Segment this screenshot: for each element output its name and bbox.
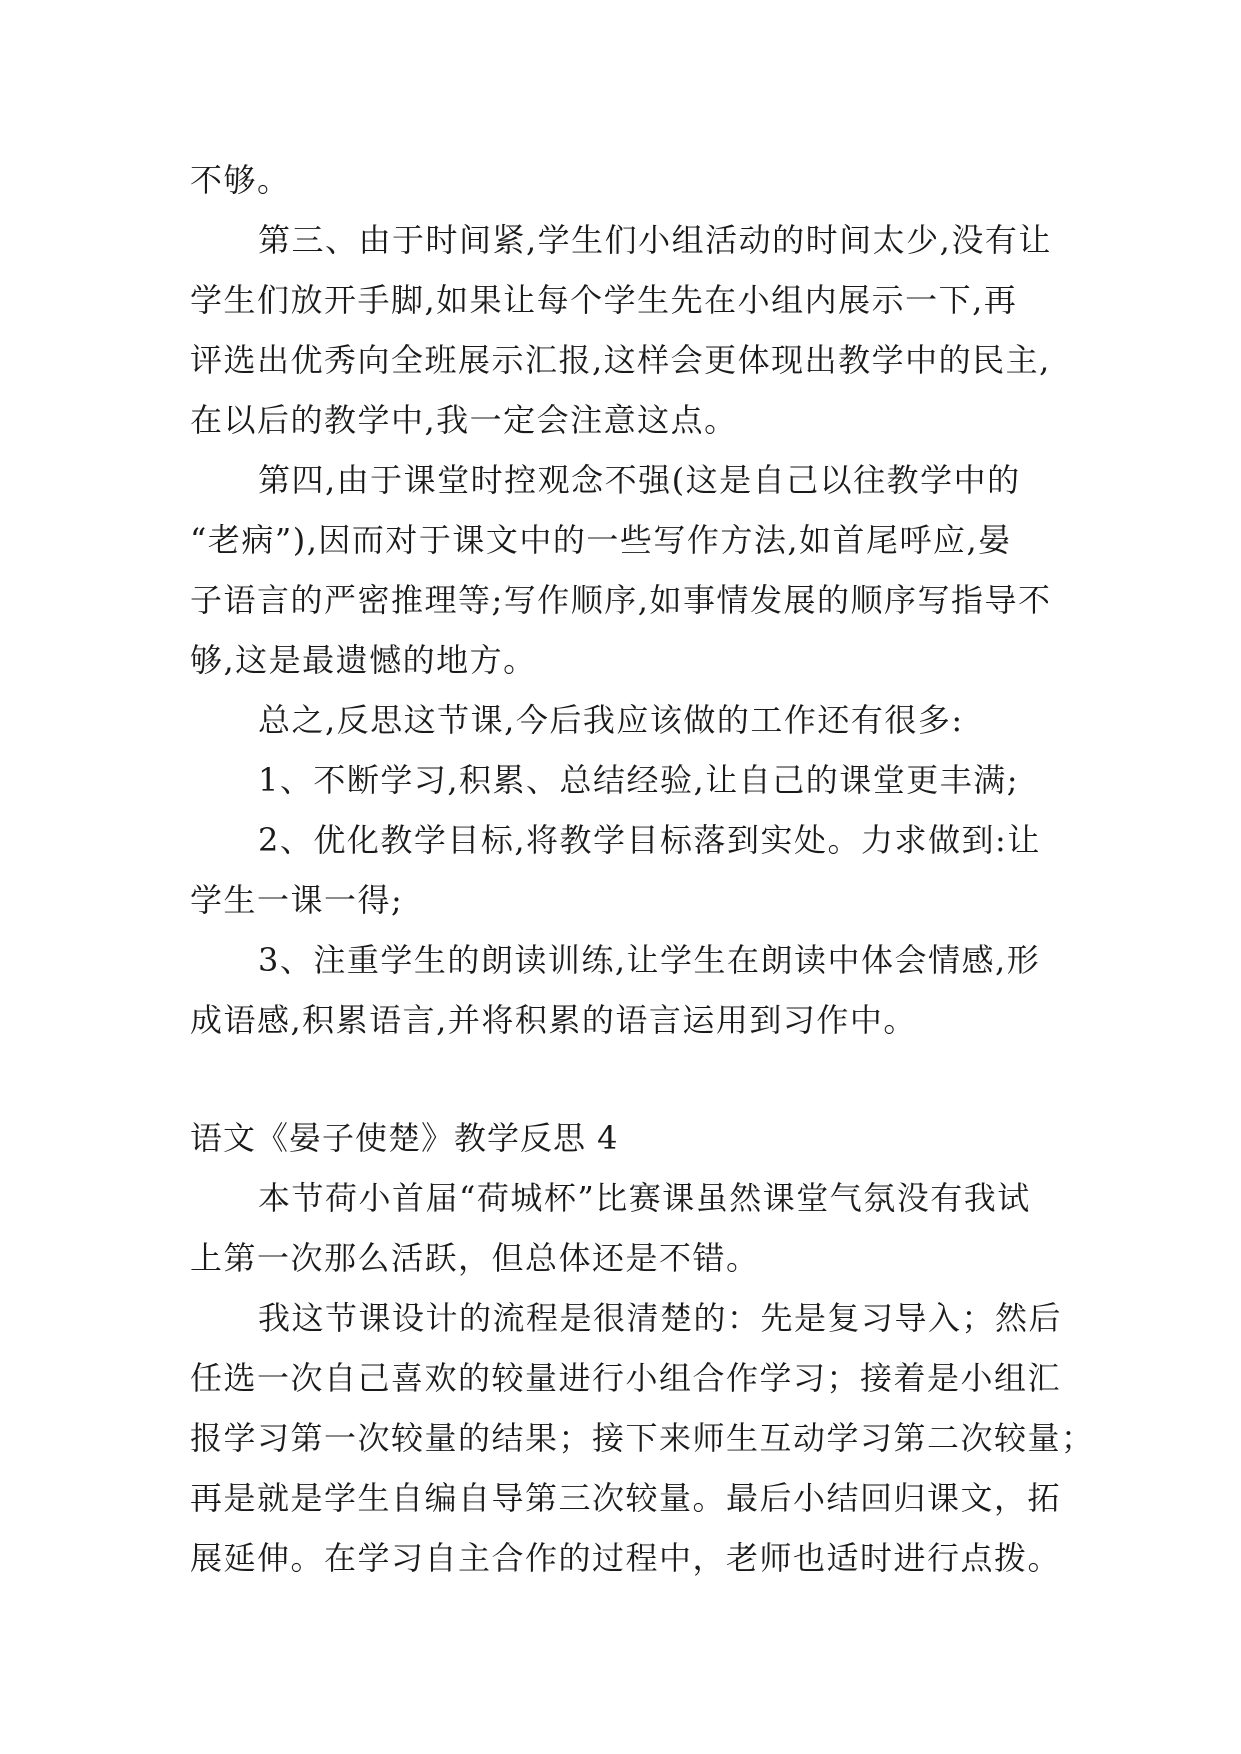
paragraph-line: 上第一次那么活跃，但总体还是不错。 xyxy=(190,1239,760,1277)
list-item-line: 2、优化教学目标,将教学目标落到实处。力求做到:让 xyxy=(258,821,1041,859)
paragraph-line: 在以后的教学中,我一定会注意这点。 xyxy=(190,401,738,439)
document-body xyxy=(190,150,1095,1588)
paragraph-line: 再是就是学生自编自导第三次较量。最后小结回归课文，拓 xyxy=(190,1479,1062,1517)
paragraph-line: 第四,由于课堂时控观念不强(这是自己以往教学中的 xyxy=(258,461,1021,499)
paragraph-line: 第三、由于时间紧,学生们小组活动的时间太少,没有让 xyxy=(258,221,1052,259)
paragraph-line: 本节荷小首届“荷城杯”比赛课虽然课堂气氛没有我试 xyxy=(258,1179,1031,1217)
section-heading: 语文《晏子使楚》教学反思 4 xyxy=(190,1119,619,1157)
list-item-line: 1、不断学习,积累、总结经验,让自己的课堂更丰满; xyxy=(258,761,1019,799)
section-spacer xyxy=(190,1050,1075,1108)
paragraph-line: 我这节课设计的流程是很清楚的：先是复习导入；然后 xyxy=(258,1299,1063,1337)
paragraph-line: 展延伸。在学习自主合作的过程中，老师也适时进行点拨。 xyxy=(190,1539,1062,1577)
paragraph-line: 总之,反思这节课,今后我应该做的工作还有很多: xyxy=(258,701,964,739)
paragraph-line: 不够。 xyxy=(190,161,291,199)
paragraph-line: 报学习第一次较量的结果；接下来师生互动学习第二次较量； xyxy=(190,1419,1095,1457)
paragraph-line: “老病”),因而对于课文中的一些写作方法,如首尾呼应,晏 xyxy=(190,521,1012,559)
paragraph-line: 评选出优秀向全班展示汇报,这样会更体现出教学中的民主, xyxy=(190,341,1051,379)
list-item-line: 3、注重学生的朗读训练,让学生在朗读中体会情感,形 xyxy=(258,941,1041,979)
list-item-line: 学生一课一得; xyxy=(190,881,404,919)
paragraph-line: 学生们放开手脚,如果让每个学生先在小组内展示一下,再 xyxy=(190,281,1018,319)
paragraph-line: 任选一次自己喜欢的较量进行小组合作学习；接着是小组汇 xyxy=(190,1359,1062,1397)
paragraph-line: 子语言的严密推理等;写作顺序,如事情发展的顺序写指导不 xyxy=(190,581,1052,619)
paragraph-line: 够,这是最遗憾的地方。 xyxy=(190,641,537,679)
list-item-line: 成语感,积累语言,并将积累的语言运用到习作中。 xyxy=(190,1001,917,1039)
